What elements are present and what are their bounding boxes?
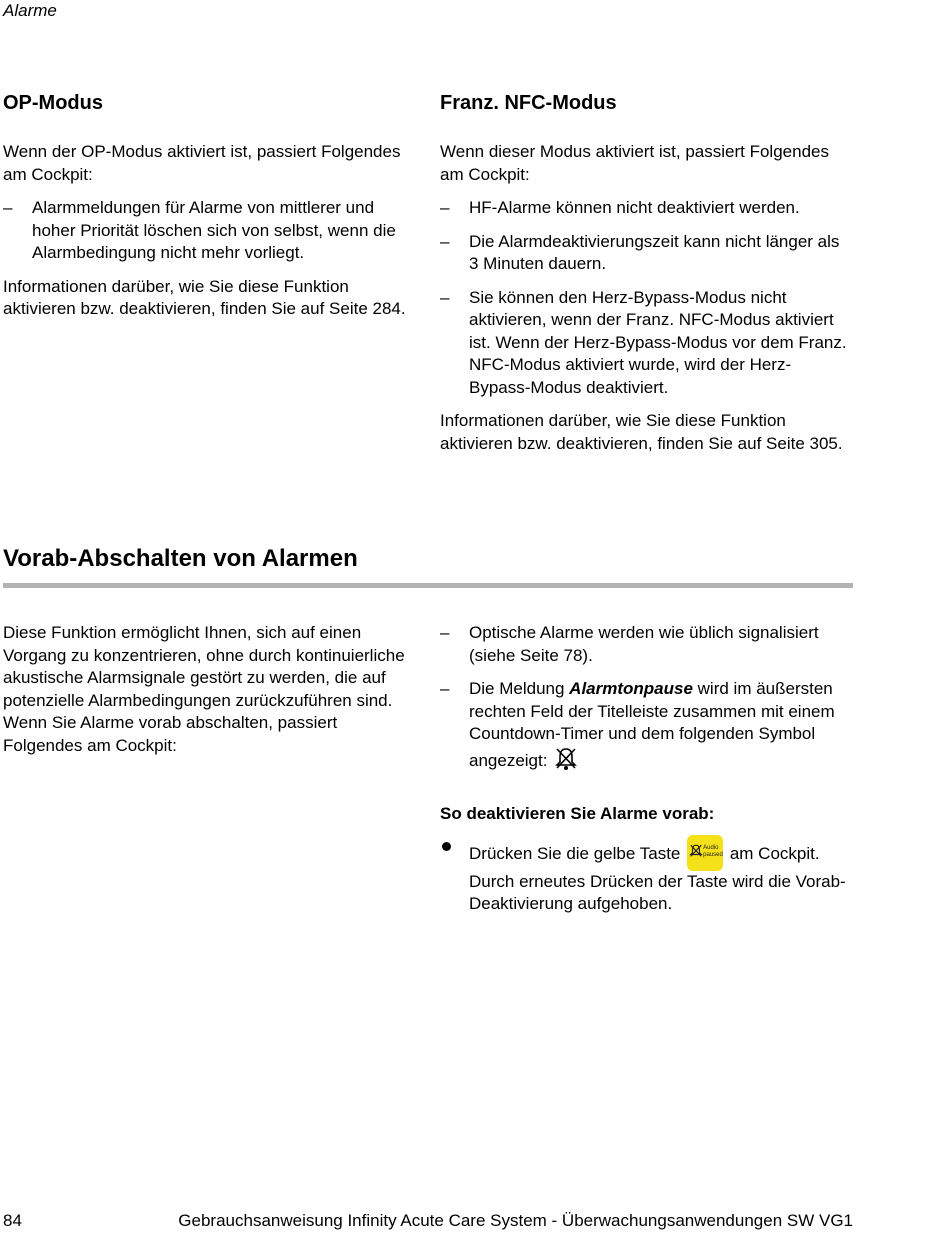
op-mode-info: Informationen darüber, wie Sie diese Funktion aktivieren bzw. deaktivieren, finden Sie auf Seite 284.	[3, 276, 406, 318]
op-mode-title: OP-Modus	[3, 92, 103, 114]
alarmtonpause-label: Alarmtonpause	[569, 679, 693, 698]
key-label-line2: paused	[703, 851, 723, 858]
key-label-line1: Audio	[703, 844, 719, 851]
running-head: Alarme	[3, 1, 57, 20]
list-item: – Alarmmeldungen für Alarme von mittlerer und hoher Priorität löschen sich von selbst, wenn die Alarmbedingung nicht mehr vorliegt.	[3, 198, 396, 262]
section-right-column	[440, 622, 852, 927]
section-rule	[3, 583, 853, 588]
nfc-mode-column	[440, 141, 852, 466]
list-item: – Optische Alarme werden wie üblich signalisiert (siehe Seite 78).	[440, 623, 819, 665]
nfc-mode-title: Franz. NFC-Modus	[440, 92, 617, 114]
page-number: 84	[3, 1211, 22, 1230]
section-title: Vorab-Abschalten von Alarmen	[3, 545, 358, 572]
list-item: – Die Meldung Alarmtonpause wird im äußersten rechten Feld der Titelleiste zusammen mit einem Countdown-Timer und dem folgenden Symbol angezeigt:	[440, 678, 852, 778]
bell-crossed-icon	[554, 746, 578, 779]
list-item: – HF-Alarme können nicht deaktiviert werden.	[440, 198, 800, 217]
list-item: – Die Alarmdeaktivierungszeit kann nicht länger als 3 Minuten dauern.	[440, 231, 840, 273]
op-mode-intro: Wenn der OP-Modus aktiviert ist, passiert Folgendes am Cockpit:	[3, 142, 401, 184]
op-mode-column	[3, 141, 413, 332]
list-item: Drücken Sie die gelbe Taste Audio paused am Cockpit. Durch erneutes Drücken der Taste wird die Vorab-Deaktivierung aufgehoben.	[440, 835, 852, 916]
how-to-title: So deaktivieren Sie Alarme vorab:	[440, 804, 715, 823]
section-left-column	[3, 622, 413, 768]
list-item: – Sie können den Herz-Bypass-Modus nicht aktivieren, wenn der Franz. NFC-Modus aktiviert ist. Wenn der Herz-Bypass-Modus vor dem Franz. NFC-Modus aktiviert wurde, wird der Herz-Bypass-Modus deaktiviert.	[440, 287, 847, 397]
section-intro: Diese Funktion ermöglicht Ihnen, sich auf einen Vorgang zu konzentrieren, ohne durch kontinuierliche akustische Alarmsignale gestört zu werden, die auf potenzielle Alarmbedingungen zurückzuführen sind. Wenn Sie Alarme vorab abschalten, passiert Folgendes am Cockpit:	[3, 623, 405, 755]
footer-title: Gebrauchsanweisung Infinity Acute Care System - Überwachungsanwendungen SW VG1	[178, 1211, 853, 1230]
audio-paused-key-icon	[687, 835, 723, 871]
nfc-mode-info: Informationen darüber, wie Sie diese Funktion aktivieren bzw. deaktivieren, finden Sie auf Seite 305.	[440, 411, 843, 453]
nfc-mode-intro: Wenn dieser Modus aktiviert ist, passiert Folgendes am Cockpit:	[440, 142, 829, 184]
bullet-icon	[442, 842, 451, 851]
